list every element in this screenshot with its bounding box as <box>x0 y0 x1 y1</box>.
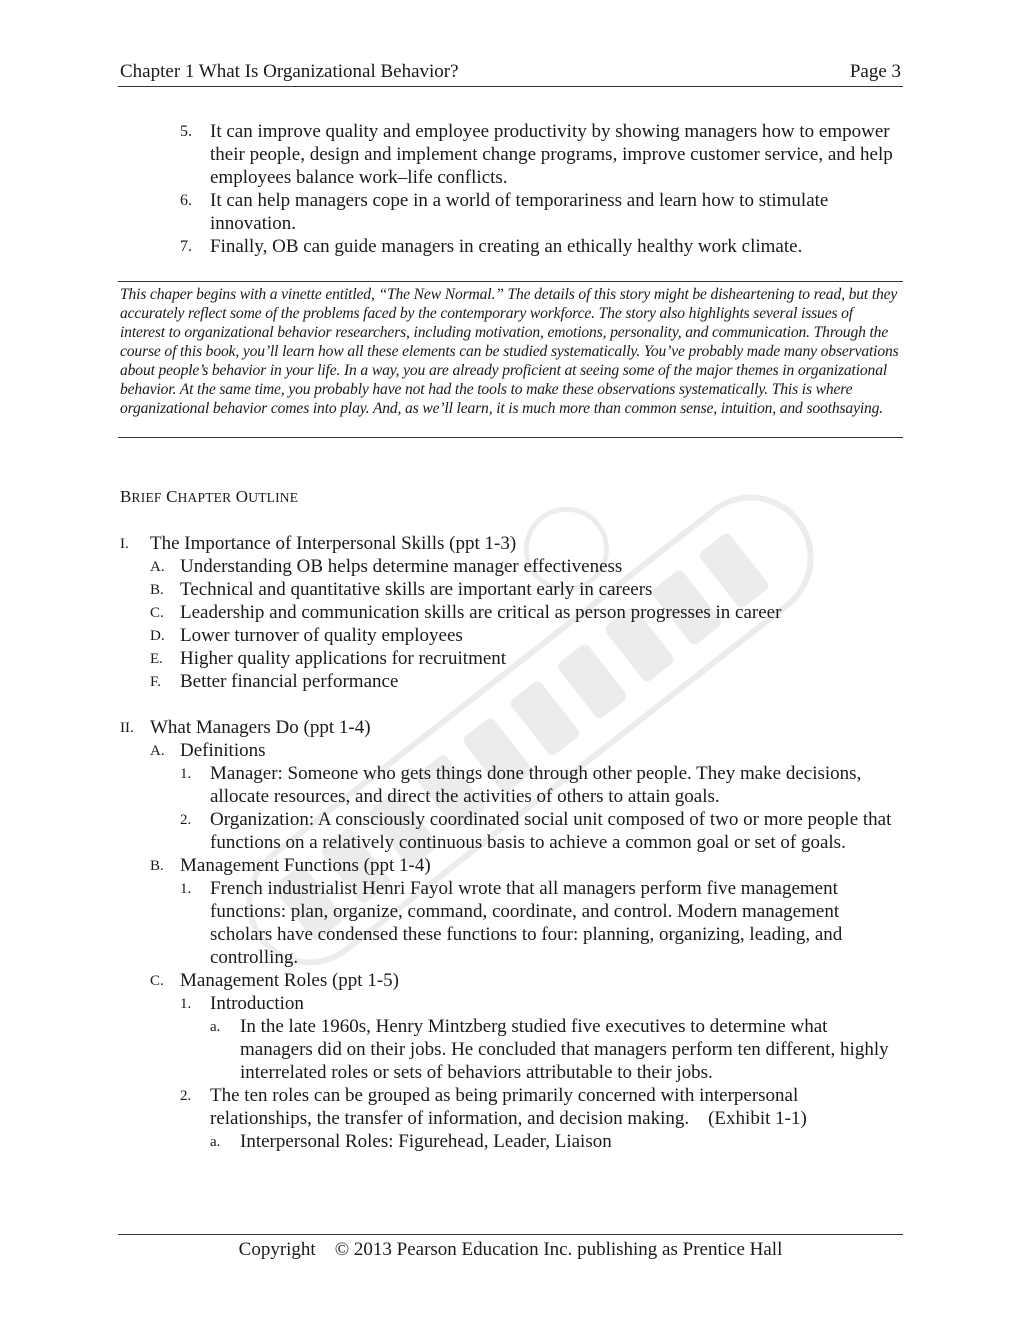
list-text: Finally, OB can guide managers in creating an ethically healthy work climate. <box>210 236 803 257</box>
outline-text: Management Roles (ppt 1-5) <box>180 970 399 991</box>
outline-text: Understanding OB helps determine manager effectiveness <box>180 556 623 577</box>
outline-text: In the late 1960s, Henry Mintzberg studied five executives to determine what managers did on their jobs. He concluded that managers perform ten different, highly interrelated roles or sets of behaviors attributable to their jobs. <box>240 1016 889 1083</box>
chapter-summary: This chaper begins with a vinette entitled, “The New Normal.” The details of this story might be disheartening to read, but they accurately reflect some of the problems faced by the contemporary workforce. The story also highlights several issues of interest to organizational behavior researchers, including motivation, emotions, personality, and communication. Through the course of this book, you’ll learn how all these elements can be studied systematically. You’ve probably made many observations about people’s behavior in your life. In a way, you are already proficient at seeing some of the major themes in organizational behavior. At the same time, you probably have not had the tools to make these observations systematically. This is where organizational behavior comes into play. And, as we’ll learn, it is much more than common sense, intuition, and soothsaying. <box>118 281 903 438</box>
outline-marker: A. <box>150 743 165 759</box>
outline-subitem <box>118 877 903 969</box>
outline-text: Better financial performance <box>180 671 399 692</box>
outline-marker: C. <box>150 973 164 989</box>
list-item <box>180 235 900 258</box>
outline-item <box>118 854 903 877</box>
outline-text: Manager: Someone who gets things done through other people. They make decisions, allocate resources, and direct the activities of others to attain goals. <box>210 763 862 807</box>
outline-text: Lower turnover of quality employees <box>180 625 463 646</box>
outline-text: What Managers Do (ppt 1-4) <box>150 717 371 738</box>
outline-text: Definitions <box>180 740 266 761</box>
outline-marker: C. <box>150 605 164 621</box>
heading-initial: C <box>166 487 178 506</box>
outline-subitem <box>118 1084 903 1130</box>
chapter-title: Chapter 1 What Is Organizational Behavior? <box>120 61 459 82</box>
outline-text: Management Functions (ppt 1-4) <box>180 855 431 876</box>
outline-marker: B. <box>150 582 164 598</box>
outline-marker: a. <box>210 1019 221 1035</box>
outline-marker: A. <box>150 559 165 575</box>
heading-initial: B <box>120 487 132 506</box>
chapter-outline <box>118 532 903 1153</box>
outline-subitem <box>118 992 903 1015</box>
outline-marker: II. <box>120 720 134 736</box>
outline-text: Organization: A consciously coordinated social unit composed of two or more people that functions on a relatively continuous basis to achieve a common goal or set of goals. <box>210 809 892 853</box>
heading-rest: HAPTER <box>177 490 232 505</box>
heading-rest: UTLINE <box>248 490 299 505</box>
outline-text: Leadership and communication skills are critical as person progresses in career <box>180 602 782 623</box>
page-header <box>118 60 903 87</box>
outline-marker: I. <box>120 536 129 552</box>
outline-subsubitem <box>118 1015 903 1084</box>
outline-text: Interpersonal Roles: Figurehead, Leader, Liaison <box>240 1131 612 1152</box>
outline-marker: 1. <box>180 766 192 782</box>
page-footer <box>118 1234 903 1261</box>
outline-text: French industrialist Henri Fayol wrote that all managers perform five management functions: plan, organize, command, coordinate, and control. Modern management scholars have condensed these functions to four: planning, organizing, leading, and controlling. <box>210 878 843 968</box>
outline-item <box>118 601 903 624</box>
list-number: 6. <box>180 192 192 209</box>
list-text: It can improve quality and employee productivity by showing managers how to empower their people, design and implement change programs, improve customer service, and help employees balance work–life conflicts. <box>210 121 893 188</box>
outline-item <box>118 969 903 992</box>
outline-marker: a. <box>210 1134 221 1150</box>
outline-subsubitem <box>118 1130 903 1153</box>
list-item <box>180 189 900 235</box>
outline-text: Introduction <box>210 993 304 1014</box>
spacer <box>118 693 903 716</box>
outline-text: Technical and quantitative skills are important early in careers <box>180 579 653 600</box>
outline-item <box>118 578 903 601</box>
outline-heading <box>120 487 298 507</box>
outline-text: The Importance of Interpersonal Skills (ppt 1-3) <box>150 533 517 554</box>
outline-marker: B. <box>150 858 164 874</box>
outline-marker: 1. <box>180 881 192 897</box>
outline-text: Higher quality applications for recruitment <box>180 648 507 669</box>
outline-item <box>118 670 903 693</box>
list-number: 7. <box>180 238 192 255</box>
outline-item <box>118 624 903 647</box>
outline-marker: 2. <box>180 1088 192 1104</box>
heading-initial: O <box>235 487 249 506</box>
outline-text: The ten roles can be grouped as being primarily concerned with interpersonal relationships, the transfer of information, and decision making. (Exhibit 1-1) <box>210 1085 807 1129</box>
outline-marker: D. <box>150 628 165 644</box>
intro-numbered-list <box>180 120 900 258</box>
outline-marker: 1. <box>180 996 192 1012</box>
outline-item <box>118 739 903 762</box>
list-text: It can help managers cope in a world of temporariness and learn how to stimulate innovation. <box>210 190 829 234</box>
list-item <box>180 120 900 189</box>
outline-marker: E. <box>150 651 163 667</box>
outline-section <box>118 532 903 555</box>
outline-item <box>118 555 903 578</box>
heading-rest: RIEF <box>131 490 162 505</box>
outline-marker: F. <box>150 674 161 690</box>
outline-subitem <box>118 808 903 854</box>
outline-subitem <box>118 762 903 808</box>
outline-marker: 2. <box>180 812 192 828</box>
page-number: Page 3 <box>849 61 901 82</box>
copyright-text: Copyright © 2013 Pearson Education Inc. publishing as Prentice Hall <box>238 1239 783 1260</box>
list-number: 5. <box>180 123 192 140</box>
outline-item <box>118 647 903 670</box>
outline-section <box>118 716 903 739</box>
